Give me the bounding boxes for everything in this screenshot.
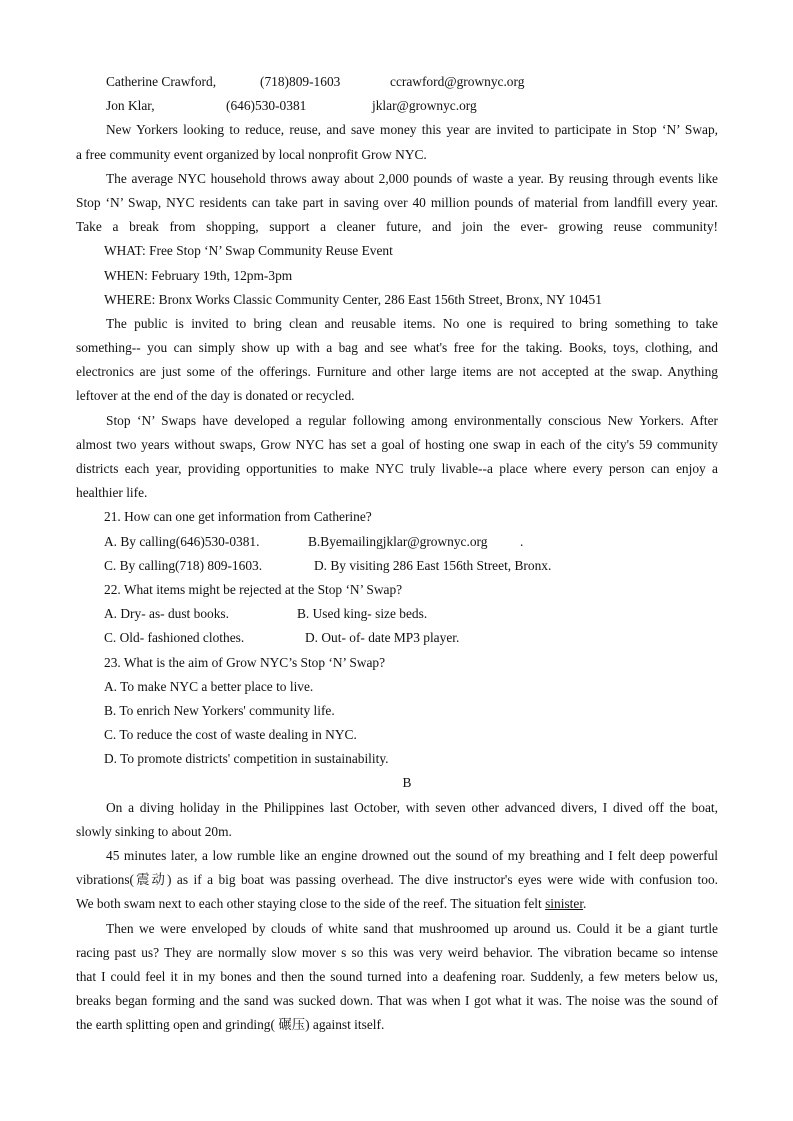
- paragraph-rumble: [76, 844, 718, 917]
- options-row: [76, 626, 718, 650]
- text-line: 45 minutes later, a low rumble like an engine drowned out the sound of my breathing and I felt deep powerful: [106, 848, 718, 863]
- option-c: C. By calling(718) 809-1603.: [104, 557, 263, 573]
- question-stem: 22. What items might be rejected at the Stop ‘N’ Swap?: [104, 581, 403, 597]
- options-row: [76, 530, 718, 554]
- contact-catherine: [76, 70, 718, 94]
- option-a: A. By calling(646)530-0381.: [104, 533, 260, 549]
- question-stem: 21. How can one get information from Catherine?: [104, 509, 372, 525]
- option-b: B. Used king- size beds.: [297, 606, 428, 622]
- text-line: vibrations(震动) as if a big boat was passing overhead. The dive instructor's eyes were wide with confusion too.: [76, 872, 718, 888]
- paragraph-waste: [76, 167, 718, 240]
- sentence-period: .: [583, 896, 587, 912]
- text-line: breaks began forming and the sand was sucked down. That was when I got what it was. The noise was the sound of: [76, 993, 718, 1009]
- option-c: C. To reduce the cost of waste dealing in NYC.: [104, 727, 357, 743]
- option-a: A. Dry- as- dust books.: [104, 606, 229, 622]
- text-line: districts each year, providing opportunities to make NYC truly livable--a place where every person can enjoy a: [76, 461, 718, 476]
- text-line: Then we were enveloped by clouds of white sand that mushroomed up around us. Could it be a giant turtle: [106, 920, 718, 936]
- paragraph-diving: [76, 796, 718, 844]
- text-line: Take a break from shopping, support a cleaner future, and join the ever- growing reuse community!: [76, 219, 718, 235]
- text-line: On a diving holiday in the Philippines last October, with seven other advanced divers, I dived off the boat,: [106, 799, 718, 815]
- paragraph-following: [76, 409, 718, 506]
- contact-email: ccrawford@grownyc.org: [390, 74, 525, 89]
- contact-name: Catherine Crawford,: [106, 74, 217, 89]
- text-line: Stop ‘N’ Swap, NYC residents can take part in saving over 40 million pounds of material from landfill every year.: [76, 194, 718, 210]
- paragraph-public: [76, 312, 718, 409]
- text-line: the earth splitting open and grinding( 碾压) against itself.: [76, 1017, 385, 1033]
- option-d: D. Out- of- date MP3 player.: [305, 630, 460, 646]
- text-line: that I could feel it in my bones and then the sound turned into a deafening roar. Suddenly, a few meters below us,: [76, 968, 718, 984]
- option-b: B. To enrich New Yorkers' community life.: [104, 702, 335, 718]
- text-line: racing past us? They are normally slow mover s so this was very weird behavior. The vibration became so intense: [76, 944, 718, 960]
- contact-phone: (718)809-1603: [260, 74, 341, 89]
- question-22: [76, 578, 718, 651]
- document-page: [76, 70, 718, 1038]
- question-stem: 23. What is the aim of Grow NYC’s Stop ‘N’ Swap?: [104, 654, 386, 670]
- underlined-word: sinister: [545, 896, 584, 912]
- event-when: WHEN: February 19th, 12pm-3pm: [104, 267, 293, 283]
- event-what: WHAT: Free Stop ‘N’ Swap Community Reuse Event: [104, 243, 393, 259]
- option-b-tail: .: [520, 533, 524, 549]
- section-b-heading: B: [402, 775, 412, 791]
- paragraph-sand: [76, 917, 718, 1038]
- text-line: The public is invited to bring clean and reusable items. No one is required to bring something to take: [106, 315, 718, 331]
- option-a: A. To make NYC a better place to live.: [104, 678, 314, 694]
- option-d: D. To promote districts' competition in sustainability.: [104, 751, 389, 767]
- text-line: slowly sinking to about 20m.: [76, 823, 232, 839]
- question-21: [76, 505, 718, 578]
- option-b: B.Byemailingjklar@grownyc.org: [308, 533, 488, 549]
- text-line: electronics are just some of the offerings. Furniture and other large items are not accepted at the swap. Anything: [76, 364, 718, 380]
- contact-phone: (646)530-0381: [226, 98, 307, 114]
- question-23: [76, 651, 718, 772]
- contact-email: jklar@grownyc.org: [372, 98, 477, 114]
- text-line: a free community event organized by local nonprofit Grow NYC.: [76, 146, 427, 162]
- text-line: leftover at the end of the day is donated or recycled.: [76, 388, 355, 404]
- text-line: [76, 892, 718, 916]
- option-c: C. Old- fashioned clothes.: [104, 630, 245, 646]
- options-row: [76, 554, 718, 578]
- options-row: [76, 602, 718, 626]
- text-line: New Yorkers looking to reduce, reuse, and save money this year are invited to participate in Stop ‘N’ Swap,: [106, 122, 718, 138]
- text-line: almost two years without swaps, Grow NYC has set a goal of hosting one swap in each of the city's 59 community: [76, 436, 718, 452]
- text-line-body: We both swam next to each other staying close to the side of the reef. The situation felt: [76, 896, 542, 912]
- text-line: something-- you can simply show up with a bag and see what's free for the taking. Books, toys, clothing, and: [76, 340, 718, 356]
- option-d: D. By visiting 286 East 156th Street, Bronx.: [314, 557, 552, 573]
- event-where: WHERE: Bronx Works Classic Community Center, 286 East 156th Street, Bronx, NY 10451: [104, 291, 602, 307]
- contact-jon: [76, 94, 718, 118]
- contact-name: Jon Klar,: [106, 98, 155, 114]
- text-line: Stop ‘N’ Swaps have developed a regular following among environmentally conscious New Yorkers. After: [106, 412, 718, 428]
- text-line: healthier life.: [76, 485, 148, 501]
- text-line: The average NYC household throws away about 2,000 pounds of waste a year. By reusing through events like: [106, 170, 718, 186]
- paragraph-intro: [76, 118, 718, 166]
